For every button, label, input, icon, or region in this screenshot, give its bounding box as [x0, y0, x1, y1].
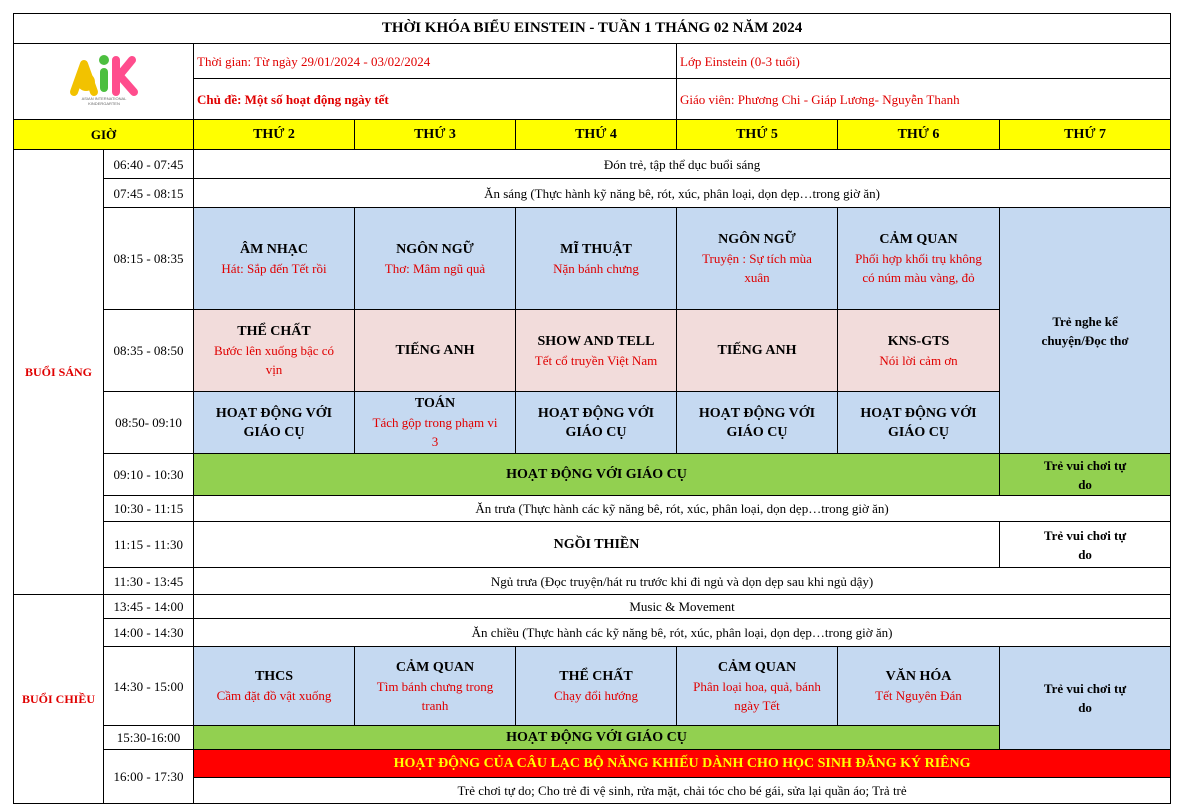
time-slot: 14:30 - 15:00	[104, 647, 194, 726]
lesson-cell: HOẠT ĐỘNG VỚI GIÁO CỤ	[838, 392, 1000, 454]
activity-materials: HOẠT ĐỘNG VỚI GIÁO CỤ	[194, 454, 1000, 496]
activity-meditation: NGỒI THIỀN	[194, 522, 1000, 568]
header-hour: GIỜ	[14, 120, 194, 150]
session-morning: BUỔI SÁNG	[14, 150, 104, 595]
lesson-cell: CẢM QUAN Phân loại hoa, quả, bánh ngày Tết	[677, 647, 838, 726]
time-slot: 16:00 - 17:30	[104, 750, 194, 804]
activity-lunch: Ăn trưa (Thực hành các kỹ năng bê, rót, xúc, phân loại, dọn dẹp…trong giờ ăn)	[194, 496, 1171, 522]
time-slot: 08:35 - 08:50	[104, 310, 194, 392]
timetable	[13, 13, 1171, 804]
logo-subtitle-1: ASIAN INTERNATIONAL	[81, 96, 127, 101]
lesson-cell: TIẾNG ANH	[677, 310, 838, 392]
time-slot: 15:30-16:00	[104, 726, 194, 750]
timetable-sheet	[13, 13, 1170, 801]
time-slot: 09:10 - 10:30	[104, 454, 194, 496]
info-topic: Chủ đề: Một số hoạt động ngày tết	[194, 79, 677, 120]
time-slot: 14:00 - 14:30	[104, 619, 194, 647]
info-teachers: Giáo viên: Phương Chi - Giáp Lương- Nguyễn Thanh	[677, 79, 1171, 120]
header-day: THỨ 2	[194, 120, 355, 150]
activity-materials-afternoon: HOẠT ĐỘNG VỚI GIÁO CỤ	[194, 726, 1000, 750]
header-day: THỨ 4	[516, 120, 677, 150]
activity-club: HOẠT ĐỘNG CỦA CÂU LẠC BỘ NĂNG KHIẾU DÀNH CHO HỌC SINH ĐĂNG KÝ RIÊNG	[194, 750, 1171, 778]
activity-breakfast: Ăn sáng (Thực hành kỹ năng bê, rót, xúc, phân loại, dọn dẹp…trong giờ ăn)	[194, 179, 1171, 208]
timetable-title: THỜI KHÓA BIỂU EINSTEIN - TUẦN 1 THÁNG 02 NĂM 2024	[14, 14, 1171, 44]
header-day: THỨ 3	[355, 120, 516, 150]
lesson-cell: THỂ CHẤT Bước lên xuống bậc có vịn	[194, 310, 355, 392]
time-slot: 08:15 - 08:35	[104, 208, 194, 310]
lesson-cell: HOẠT ĐỘNG VỚI GIÁO CỤ	[677, 392, 838, 454]
lesson-cell: SHOW AND TELL Tết cổ truyền Việt Nam	[516, 310, 677, 392]
time-slot: 13:45 - 14:00	[104, 595, 194, 619]
lesson-cell: ÂM NHẠC Hát: Sắp đến Tết rồi	[194, 208, 355, 310]
activity-music-movement: Music & Movement	[194, 595, 1171, 619]
lesson-cell: HOẠT ĐỘNG VỚI GIÁO CỤ	[516, 392, 677, 454]
info-time: Thời gian: Từ ngày 29/01/2024 - 03/02/2024	[194, 44, 677, 79]
activity-arrival: Đón trẻ, tập thể dục buổi sáng	[194, 150, 1171, 179]
aik-logo-icon	[14, 44, 194, 114]
time-slot: 11:15 - 11:30	[104, 522, 194, 568]
header-day: THỨ 6	[838, 120, 1000, 150]
lesson-cell: HOẠT ĐỘNG VỚI GIÁO CỤ	[194, 392, 355, 454]
lesson-cell: THỂ CHẤT Chạy đổi hướng	[516, 647, 677, 726]
saturday-free-play: Trẻ vui chơi tự do	[1000, 522, 1171, 568]
lesson-cell: NGÔN NGỮ Truyện : Sự tích mùa xuân	[677, 208, 838, 310]
saturday-free-play: Trẻ vui chơi tự do	[1000, 454, 1171, 496]
header-day: THỨ 7	[1000, 120, 1171, 150]
activity-afternoon-snack: Ăn chiều (Thực hành các kỹ năng bê, rót, xúc, phân loại, dọn dẹp…trong giờ ăn)	[194, 619, 1171, 647]
lesson-cell: NGÔN NGỮ Thơ: Mâm ngũ quả	[355, 208, 516, 310]
logo-subtitle-2: KINDERGARTEN	[88, 101, 120, 106]
saturday-morning-activity: Trẻ nghe kể chuyện/Đọc thơ	[1000, 208, 1171, 454]
school-logo	[14, 44, 194, 120]
time-slot: 06:40 - 07:45	[104, 150, 194, 179]
lesson-cell: CẢM QUAN Tìm bánh chưng trong tranh	[355, 647, 516, 726]
activity-pickup: Trẻ chơi tự do; Cho trẻ đi vệ sinh, rửa mặt, chải tóc cho bé gái, sửa lại quần áo; Trả trẻ	[194, 778, 1171, 804]
time-slot: 11:30 - 13:45	[104, 568, 194, 595]
lesson-cell: KNS-GTS Nói lời cảm ơn	[838, 310, 1000, 392]
lesson-cell: CẢM QUAN Phối hợp khối trụ không có núm màu vàng, đỏ	[838, 208, 1000, 310]
time-slot: 07:45 - 08:15	[104, 179, 194, 208]
lesson-cell: TIẾNG ANH	[355, 310, 516, 392]
header-day: THỨ 5	[677, 120, 838, 150]
saturday-afternoon-free-play: Trẻ vui chơi tự do	[1000, 647, 1171, 750]
lesson-cell: VĂN HÓA Tết Nguyên Đán	[838, 647, 1000, 726]
time-slot: 08:50- 09:10	[104, 392, 194, 454]
activity-nap: Ngủ trưa (Đọc truyện/hát ru trước khi đi ngủ và dọn dẹp sau khi ngủ dậy)	[194, 568, 1171, 595]
lesson-cell: MĨ THUẬT Nặn bánh chưng	[516, 208, 677, 310]
lesson-cell: THCS Cầm đặt đồ vật xuống	[194, 647, 355, 726]
time-slot: 10:30 - 11:15	[104, 496, 194, 522]
info-class: Lớp Einstein (0-3 tuổi)	[677, 44, 1171, 79]
session-afternoon: BUỔI CHIỀU	[14, 595, 104, 804]
lesson-cell: TOÁN Tách gộp trong phạm vi 3	[355, 392, 516, 454]
